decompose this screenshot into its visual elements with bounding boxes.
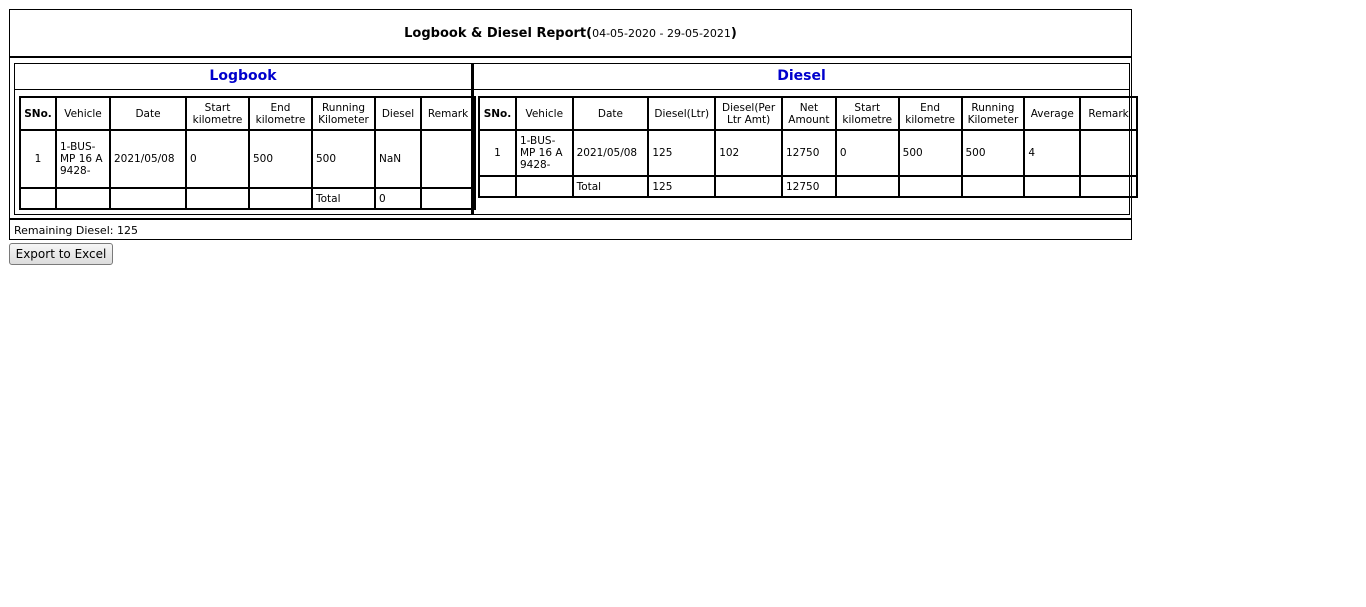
cell-empty [249, 188, 312, 209]
cell-net-amount: 12750 [782, 130, 836, 176]
col-header: Start kilometre [186, 97, 249, 130]
cell-empty [899, 176, 962, 197]
cell-total-diesel-ltr: 125 [648, 176, 715, 197]
cell-empty [56, 188, 110, 209]
cell-total-label: Total [312, 188, 375, 209]
cell-sno: 1 [479, 130, 516, 176]
diesel-section [473, 63, 1130, 215]
col-header: Diesel [375, 97, 421, 130]
cell-date: 2021/05/08 [573, 130, 649, 176]
diesel-total-row [479, 176, 1137, 197]
table-row [479, 130, 1137, 176]
cell-empty [1024, 176, 1080, 197]
cell-remark [421, 130, 475, 188]
col-header: Running Kilometer [962, 97, 1025, 130]
col-header: Remark [1080, 97, 1137, 130]
cell-empty [421, 188, 475, 209]
col-header: Remark [421, 97, 475, 130]
remaining-diesel-text: Remaining Diesel: 125 [10, 218, 1131, 239]
report-title-bar [10, 10, 1131, 58]
col-header: Vehicle [516, 97, 573, 130]
col-header: Date [110, 97, 186, 130]
cell-empty [1080, 176, 1137, 197]
cell-start-km: 0 [186, 130, 249, 188]
diesel-heading: Diesel [474, 64, 1129, 90]
col-header: Vehicle [56, 97, 110, 130]
cell-running-km: 500 [962, 130, 1025, 176]
logbook-heading: Logbook [15, 64, 471, 90]
col-header: SNo. [479, 97, 516, 130]
cell-diesel-ltr: 125 [648, 130, 715, 176]
col-header: Average [1024, 97, 1080, 130]
cell-total-label: Total [573, 176, 649, 197]
logbook-total-row [20, 188, 475, 209]
report-title: Logbook & Diesel Report [404, 25, 587, 41]
col-header: SNo. [20, 97, 56, 130]
diesel-header-row [479, 97, 1137, 130]
cell-total-diesel: 0 [375, 188, 421, 209]
cell-vehicle: 1-BUS-MP 16 A 9428- [56, 130, 110, 188]
cell-vehicle: 1-BUS-MP 16 A 9428- [516, 130, 573, 176]
logbook-table [19, 96, 476, 210]
cell-empty [186, 188, 249, 209]
report-date-range: 04-05-2020 - 29-05-2021 [592, 26, 731, 40]
col-header: Diesel(Per Ltr Amt) [715, 97, 782, 130]
cell-per-ltr-amt: 102 [715, 130, 782, 176]
col-header: Date [573, 97, 649, 130]
col-header: Start kilometre [836, 97, 899, 130]
cell-end-km: 500 [899, 130, 962, 176]
cell-empty [836, 176, 899, 197]
cell-empty [715, 176, 782, 197]
cell-average: 4 [1024, 130, 1080, 176]
cell-empty [110, 188, 186, 209]
cell-empty [479, 176, 516, 197]
col-header: Running Kilometer [312, 97, 375, 130]
export-to-excel-button[interactable]: Export to Excel [9, 243, 113, 265]
report-range-close: ) [730, 25, 737, 41]
report-range-open: ( [586, 25, 593, 41]
cell-end-km: 500 [249, 130, 312, 188]
col-header: End kilometre [899, 97, 962, 130]
col-header: End kilometre [249, 97, 312, 130]
cell-empty [20, 188, 56, 209]
cell-running-km: 500 [312, 130, 375, 188]
cell-start-km: 0 [836, 130, 899, 176]
cell-remark [1080, 130, 1137, 176]
logbook-section [14, 63, 473, 215]
col-header: Net Amount [782, 97, 836, 130]
col-header: Diesel(Ltr) [648, 97, 715, 130]
cell-empty [516, 176, 573, 197]
report-container [9, 9, 1132, 240]
cell-empty [962, 176, 1025, 197]
cell-total-net-amount: 12750 [782, 176, 836, 197]
cell-sno: 1 [20, 130, 56, 188]
cell-date: 2021/05/08 [110, 130, 186, 188]
logbook-header-row [20, 97, 475, 130]
cell-diesel: NaN [375, 130, 421, 188]
diesel-table [478, 96, 1138, 198]
table-row [20, 130, 475, 188]
